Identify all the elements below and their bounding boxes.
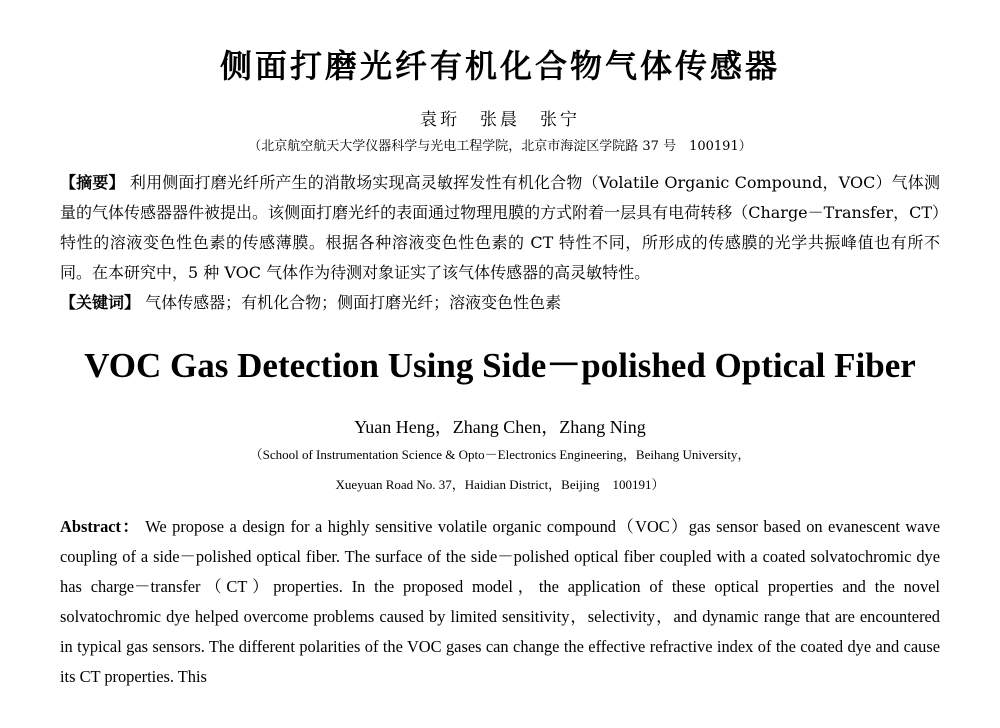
chinese-abstract-text: 利用侧面打磨光纤所产生的消散场实现高灵敏挥发性有机化合物（Volatile Organic Compound，VOC）气体测量的气体传感器器件被提出。该侧面打磨光纤的表面通过物理甩膜的方式附着一层具有电荷转移（Charge－Transfer，CT）特性的溶液变色性色素的传感薄膜。根据各种溶液变色性色素的 CT 特性不同，所形成的传感膜的光学共振峰值也有所不同。在本研究中，5 种 VOC 气体作为待测对象证实了该气体传感器的高灵敏特性。 <box>60 173 940 282</box>
english-authors: Yuan Heng，Zhang Chen，Zhang Ning <box>354 417 646 437</box>
chinese-affiliation: （北京航空航天大学仪器科学与光电工程学院，北京市海淀区学院路 37 号 100191） <box>248 139 752 154</box>
english-abstract <box>60 512 940 692</box>
chinese-authors: 袁珩 张晨 张宁 <box>420 110 580 130</box>
chinese-abstract-label: 【摘要】 <box>60 173 125 192</box>
english-title: VOC Gas Detection Using Side－polished Optical Fiber <box>84 346 916 385</box>
chinese-keywords-label: 【关键词】 <box>60 293 141 312</box>
chinese-keywords-text: 气体传感器；有机化合物；侧面打磨光纤；溶液变色性色素 <box>145 293 562 312</box>
english-affiliation <box>60 440 940 500</box>
chinese-title: 侧面打磨光纤有机化合物气体传感器 <box>219 47 780 85</box>
chinese-abstract <box>60 168 940 288</box>
english-affiliation-line2: Xueyuan Road No. 37，Haidian District，Beijing 100191） <box>335 477 665 492</box>
english-abstract-label: Abstract： <box>60 517 141 536</box>
chinese-keywords <box>60 288 940 318</box>
english-abstract-text: We propose a design for a highly sensitive volatile organic compound（VOC）gas sensor based on evanescent wave coupling of a side－polished optical fiber. The surface of the side－polished optical fiber coupled with a coated solvatochromic dye has charge－transfer（CT）properties. In the proposed model，the application of these optical properties and the novel solvatochromic dye helped overcome problems caused by limited sensitivity，selectivity，and dynamic range that are encountered in typical gas sensors. The different polarities of the VOC gases can change the effective refractive index of the coated dye and cause its CT properties. This <box>60 517 940 686</box>
english-affiliation-line1: （School of Instrumentation Science & Opto－Electronics Engineering，Beihang University， <box>249 447 751 462</box>
